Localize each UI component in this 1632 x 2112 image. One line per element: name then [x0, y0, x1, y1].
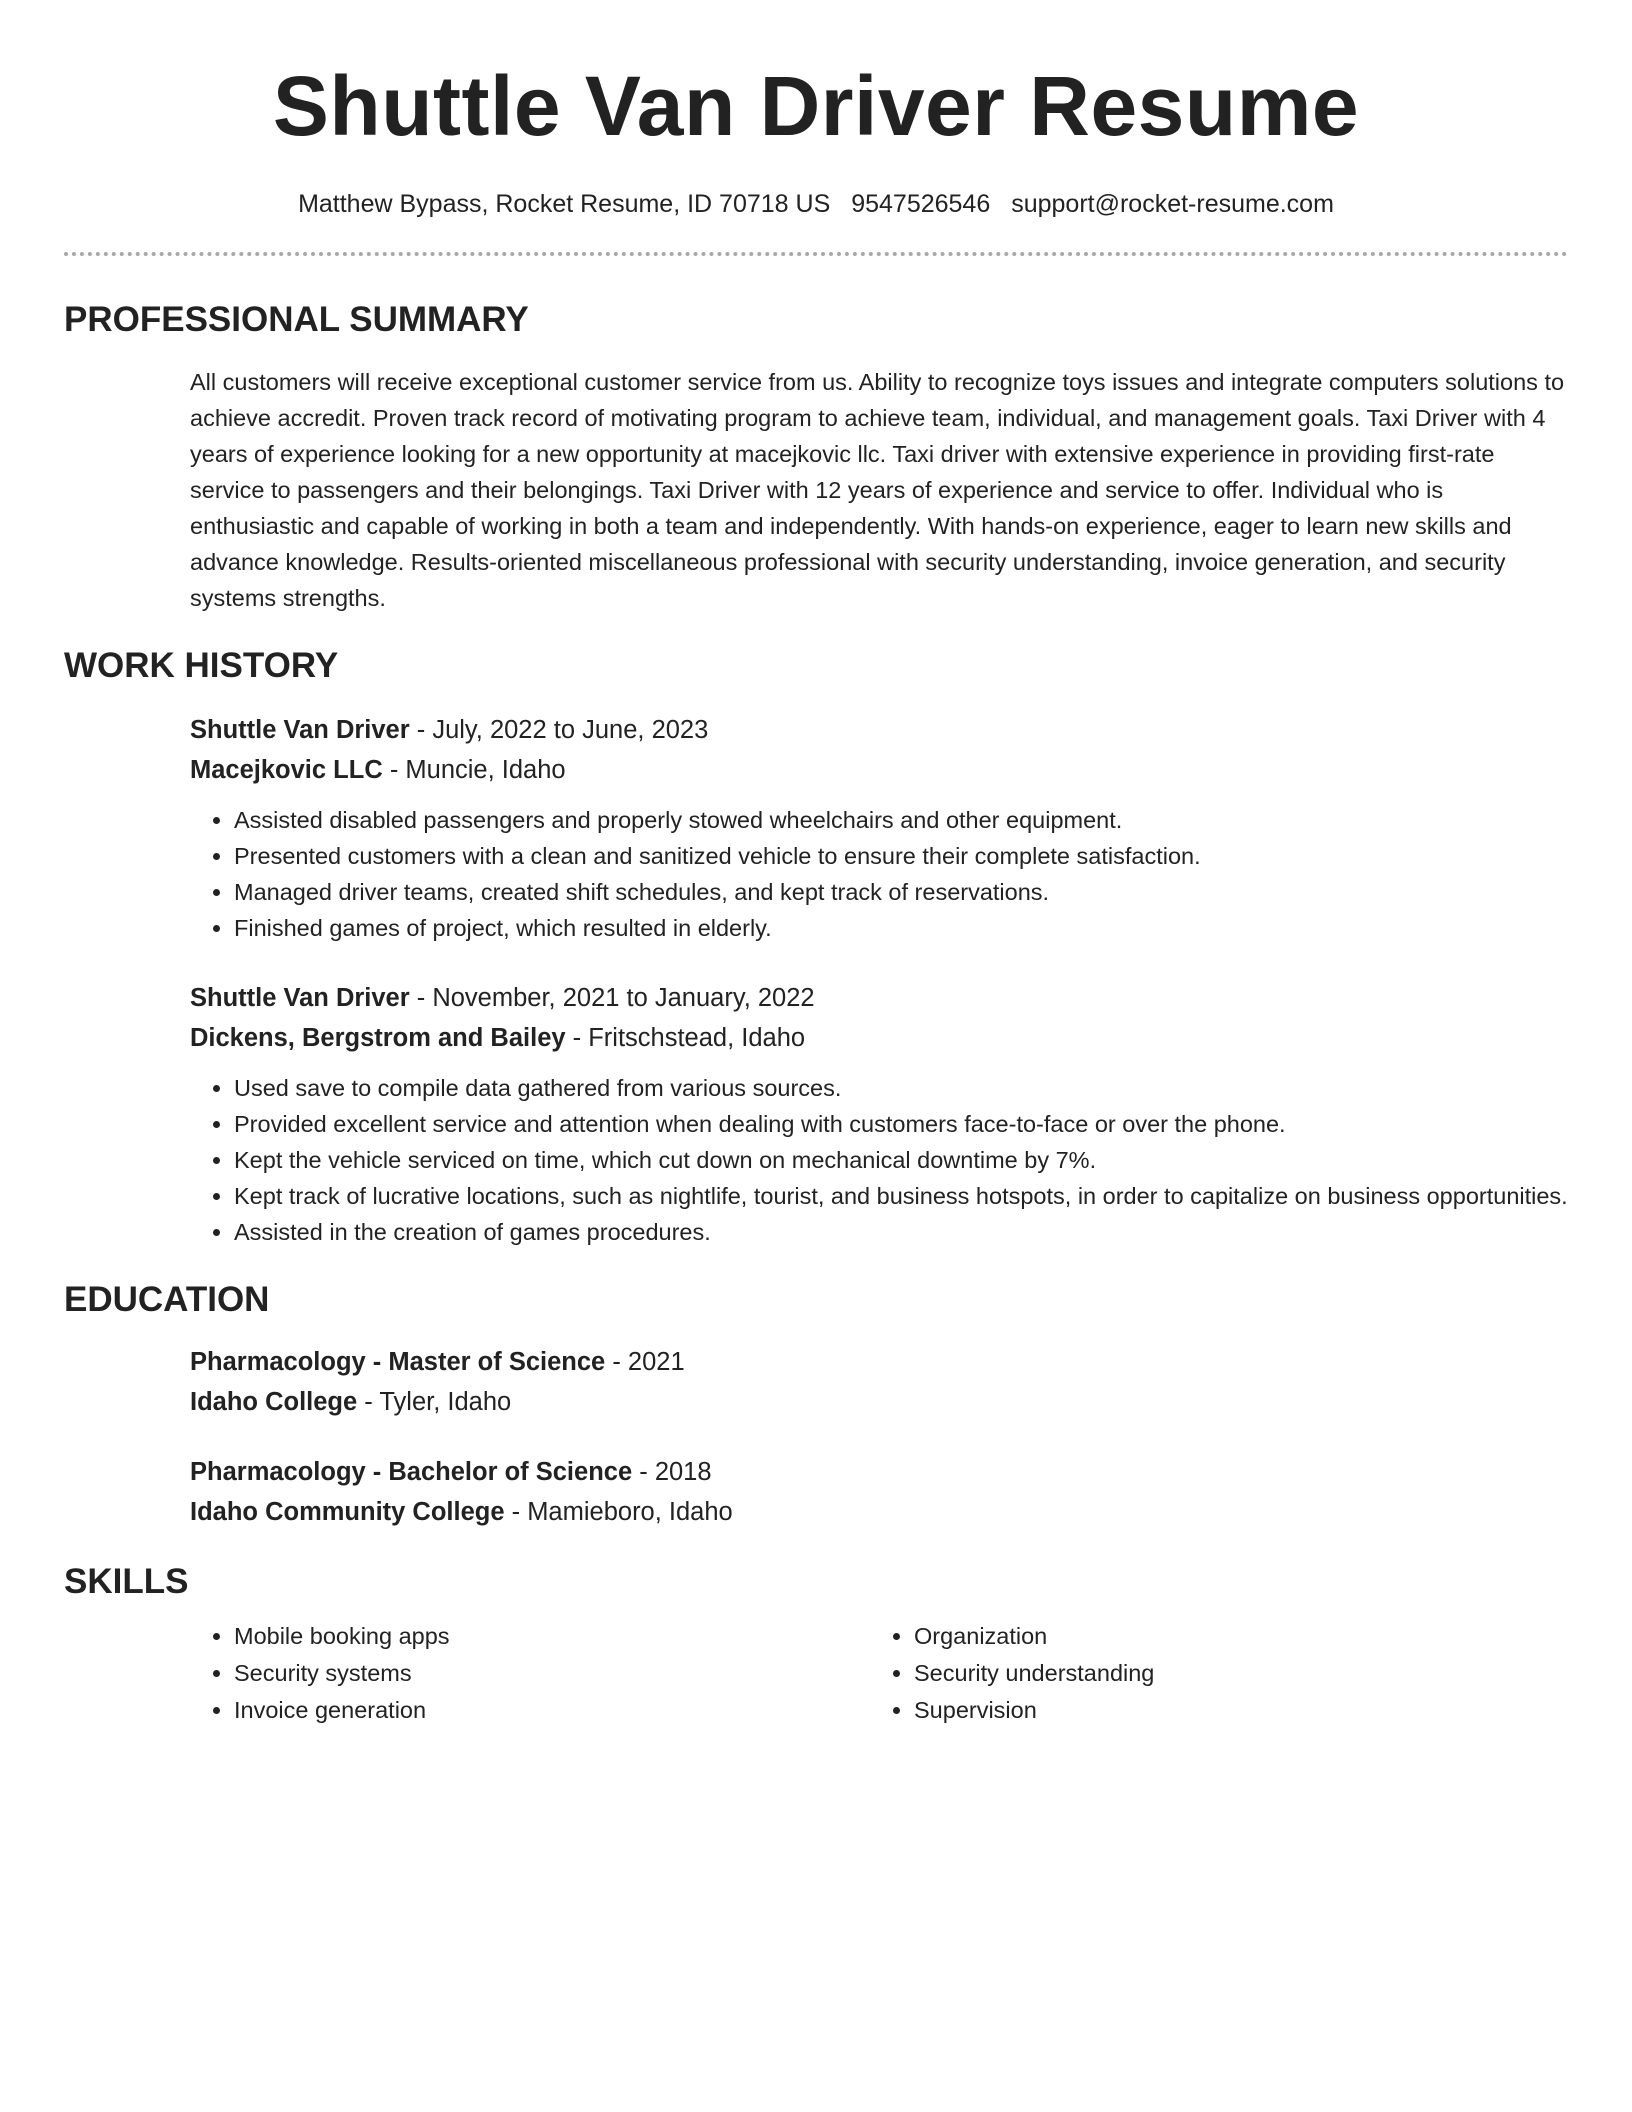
- education-location: - Mamieboro, Idaho: [504, 1498, 733, 1526]
- job-bullet: • Presented customers with a clean and sanitized vehicle to ensure their complete satisfaction.: [234, 838, 1568, 874]
- skill-item: • Invoice generation: [234, 1692, 870, 1729]
- job-dates: - November, 2021 to January, 2022: [409, 984, 815, 1012]
- job-bullet: • Managed driver teams, created shift schedules, and kept track of reservations.: [234, 874, 1568, 910]
- education-entry: [190, 1342, 1568, 1422]
- job-bullet: • Kept the vehicle serviced on time, which cut down on mechanical downtime by 7%.: [234, 1142, 1568, 1178]
- skills-column-left: [190, 1618, 870, 1729]
- resume-title: Shuttle Van Driver Resume: [272, 59, 1360, 153]
- job-dates: - July, 2022 to June, 2023: [409, 716, 709, 744]
- job-bullet: • Assisted disabled passengers and properly stowed wheelchairs and other equipment.: [234, 802, 1568, 838]
- section-title-skills: SKILLS: [64, 1562, 189, 1601]
- job-bullet: • Provided excellent service and attention when dealing with customers face-to-face or over the phone.: [234, 1106, 1568, 1142]
- job-company-line: [190, 750, 1568, 790]
- skills-column-right: [870, 1618, 1550, 1729]
- job-title: Shuttle Van Driver: [190, 984, 410, 1012]
- education-degree-line: [190, 1452, 1568, 1492]
- skills-list: [190, 1618, 1568, 1729]
- resume-page: [64, 0, 1568, 1729]
- job-bullet: • Kept track of lucrative locations, such as nightlife, tourist, and business hotspots, in order to capitalize on business opportunities.: [234, 1178, 1568, 1214]
- education-degree: Pharmacology - Master of Science: [190, 1348, 606, 1376]
- education-entry: [190, 1452, 1568, 1532]
- section-title-education: EDUCATION: [64, 1280, 270, 1319]
- skill-item: • Security understanding: [914, 1655, 1550, 1692]
- section-title-work-history: WORK HISTORY: [64, 646, 339, 685]
- job-bullet: • Finished games of project, which resulted in elderly.: [234, 910, 1568, 946]
- education-school-line: [190, 1382, 1568, 1422]
- contact-email: support@rocket-resume.com: [1011, 190, 1334, 218]
- job-bullet: • Assisted in the creation of games procedures.: [234, 1214, 1568, 1250]
- education-school: Idaho Community College: [190, 1498, 505, 1526]
- job-title-line: [190, 978, 1568, 1018]
- skill-item: • Security systems: [234, 1655, 870, 1692]
- education-year: - 2021: [605, 1348, 685, 1376]
- education-year: - 2018: [632, 1458, 712, 1486]
- job-title-line: [190, 710, 1568, 750]
- job-company-line: [190, 1018, 1568, 1058]
- job-location: - Fritschstead, Idaho: [565, 1024, 806, 1052]
- skill-item: • Mobile booking apps: [234, 1618, 870, 1655]
- header-divider: [64, 252, 1568, 256]
- job-bullet: • Used save to compile data gathered from various sources.: [234, 1070, 1568, 1106]
- job-title: Shuttle Van Driver: [190, 716, 410, 744]
- summary-text: All customers will receive exceptional customer service from us. Ability to recognize toys issues and integrate computers solutions to achieve accredit. Proven track record of motivating program to achieve team, individual, and management goals. Taxi Driver with 4 years of experience looking for a new opportunity at macejkovic llc. Taxi driver with extensive experience in providing first-rate service to passengers and their belongings. Taxi Driver with 12 years of experience and service to offer. Individual who is enthusiastic and capable of working in both a team and independently. With hands-on experience, eager to learn new skills and advance knowledge. Results-oriented miscellaneous professional with security understanding, invoice generation, and security systems strengths.: [190, 369, 1565, 611]
- job-entry: [190, 978, 1568, 1250]
- education-school-line: [190, 1492, 1568, 1532]
- job-location: - Muncie, Idaho: [382, 756, 566, 784]
- education-degree: Pharmacology - Bachelor of Science: [190, 1458, 633, 1486]
- contact-phone: 9547526546: [851, 190, 991, 218]
- job-company: Dickens, Bergstrom and Bailey: [190, 1024, 566, 1052]
- education-degree-line: [190, 1342, 1568, 1382]
- contact-address: Matthew Bypass, Rocket Resume, ID 70718 US: [298, 190, 831, 218]
- skill-item: • Supervision: [914, 1692, 1550, 1729]
- job-bullets: [190, 802, 1568, 946]
- contact-line: [64, 188, 1568, 220]
- education-school: Idaho College: [190, 1388, 358, 1416]
- skill-item: • Organization: [914, 1618, 1550, 1655]
- job-company: Macejkovic LLC: [190, 756, 383, 784]
- job-bullets: [190, 1070, 1568, 1250]
- education-location: - Tyler, Idaho: [357, 1388, 512, 1416]
- job-entry: [190, 710, 1568, 946]
- section-title-summary: PROFESSIONAL SUMMARY: [64, 300, 529, 339]
